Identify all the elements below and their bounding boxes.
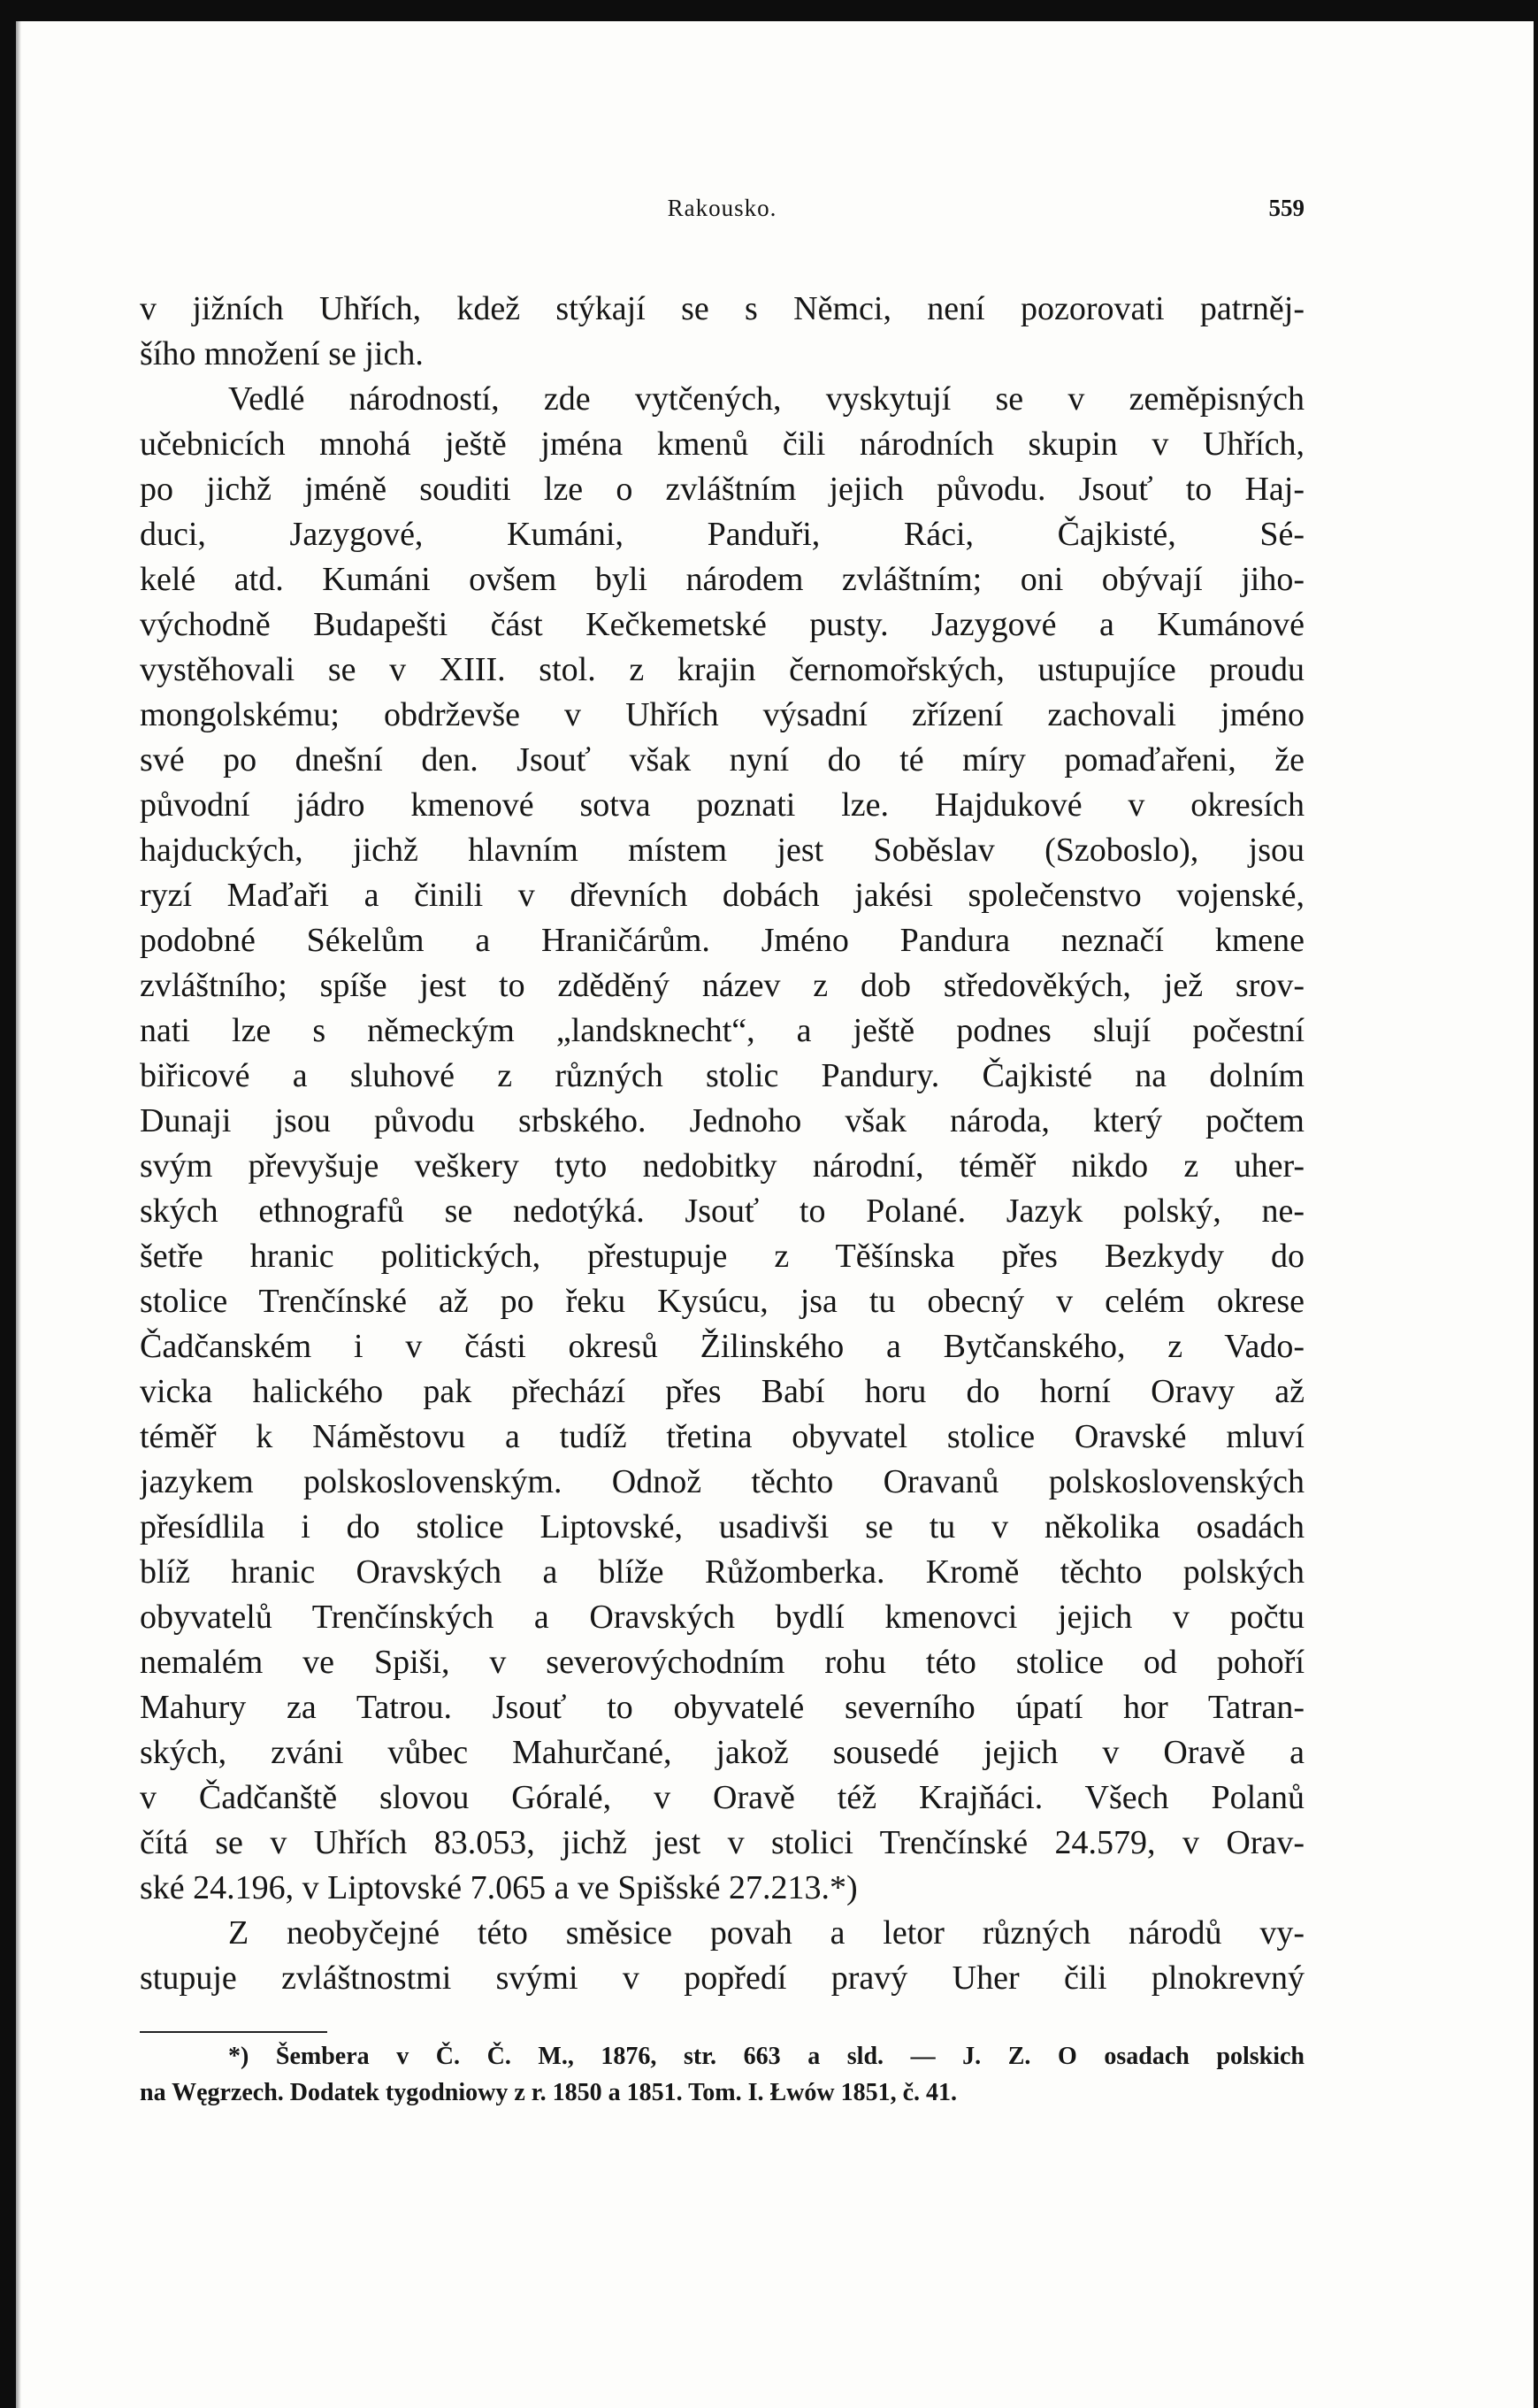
text-line: mongolskému; obdrževše v Uhřích výsadní zřízení zachovali jméno — [140, 696, 1305, 733]
text-line: v jižních Uhřích, kdež stýkají se s Němci, není pozorovati patrněj- — [140, 290, 1305, 327]
text-line: duci, Jazygové, Kumáni, Panduři, Ráci, Čajkisté, Sé- — [140, 516, 1305, 553]
text-line: kelé atd. Kumáni ovšem byli národem zvláštním; oni obývají jiho- — [140, 561, 1305, 598]
text-line: v Čadčanště slovou Góralé, v Oravě též Krajňáci. Všech Polanů — [140, 1779, 1305, 1816]
text-line: čítá se v Uhřích 83.053, jichž jest v stolici Trenčínské 24.579, v Orav- — [140, 1824, 1305, 1861]
text-line: Z neobyčejné této směsice povah a letor různých národů vy- — [228, 1914, 1305, 1952]
text-line: přesídlila i do stolice Liptovské, usadivši se tu v několika osadách — [140, 1508, 1305, 1545]
footnote-line: na Węgrzech. Dodatek tygodniowy z r. 1850 a 1851. Tom. I. Łwów 1851, č. 41. — [140, 2079, 958, 2106]
footnote-divider — [140, 2031, 327, 2033]
text-line: ryzí Maďaři a činili v dřevních dobách jakési společenstvo vojenské, — [140, 877, 1305, 914]
text-line: hajduckých, jichž hlavním místem jest Soběslav (Szoboslo), jsou — [140, 832, 1305, 869]
text-line: své po dnešní den. Jsouť však nyní do té míry pomaďařeni, že — [140, 741, 1305, 778]
text-line: obyvatelů Trenčínských a Oravských bydlí kmenovci jejich v počtu — [140, 1599, 1305, 1636]
text-line: Mahury za Tatrou. Jsouť to obyvatelé severního úpatí hor Tatran- — [140, 1689, 1305, 1726]
text-line: vystěhovali se v XIII. stol. z krajin černomořských, ustupujíce proudu — [140, 651, 1305, 688]
text-line: východně Budapešti část Kečkemetské pusty. Jazygové a Kumánové — [140, 606, 1305, 643]
text-line: Čadčanském i v části okresů Žilinského a Bytčanského, z Vado- — [140, 1328, 1305, 1365]
running-title: Rakousko. — [667, 195, 777, 221]
footnote-line: *) Šembera v Č. Č. M., 1876, str. 663 a sld. — J. Z. O osadach polskich — [228, 2043, 1305, 2070]
book-page — [16, 21, 1534, 2408]
text-line: ské 24.196, v Liptovské 7.065 a ve Spišské 27.213.*) — [140, 1869, 858, 1906]
text-line: ských ethnografů se nedotýká. Jsouť to Polané. Jazyk polský, ne- — [140, 1192, 1305, 1230]
text-line: biřicové a sluhové z různých stolic Pandury. Čajkisté na dolním — [140, 1057, 1305, 1094]
text-line: zvláštního; spíše jest to zděděný název z dob středověkých, jež srov- — [140, 967, 1305, 1004]
text-line: původní jádro kmenové sotva poznati lze. Hajdukové v okresích — [140, 786, 1305, 824]
text-line: téměř k Náměstovu a tudíž třetina obyvatel stolice Oravské mluví — [140, 1418, 1305, 1455]
text-line: šetře hranic politických, přestupuje z Těšínska přes Bezkydy do — [140, 1238, 1305, 1275]
text-line: stupuje zvláštnostmi svými v popředí pravý Uher čili plnokrevný — [140, 1959, 1305, 1997]
text-line: vicka halického pak přechází přes Babí horu do horní Oravy až — [140, 1373, 1305, 1410]
text-line: nati lze s německým „landsknecht“, a ještě podnes slují počestní — [140, 1012, 1305, 1049]
text-line: po jichž jméně souditi lze o zvláštním jejich původu. Jsouť to Haj- — [140, 471, 1305, 508]
footnotes — [140, 2038, 1305, 2111]
text-line: nemalém ve Spiši, v severovýchodním rohu této stolice od pohoří — [140, 1644, 1305, 1681]
text-line: učebnicích mnohá ještě jména kmenů čili národních skupin v Uhřích, — [140, 426, 1305, 463]
text-line: ských, zváni vůbec Mahurčané, jakož sousedé jejich v Oravě a — [140, 1734, 1305, 1771]
page-header — [140, 195, 1305, 230]
text-line: Vedlé národností, zde vytčených, vyskytují se v zeměpisných — [228, 380, 1305, 418]
text-line: stolice Trenčínské až po řeku Kysúcu, jsa tu obecný v celém okrese — [140, 1283, 1305, 1320]
page-number: 559 — [1268, 195, 1305, 221]
body-text — [140, 287, 1305, 2001]
text-line: podobné Sékelům a Hraničárům. Jméno Pandura neznačí kmene — [140, 922, 1305, 959]
page-edge-shadow — [16, 21, 21, 2408]
text-line: šího množení se jich. — [140, 335, 424, 372]
text-line: jazykem polskoslovenským. Odnož těchto Oravanů polskoslovenských — [140, 1463, 1305, 1500]
text-line: Dunaji jsou původu srbského. Jednoho však národa, který počtem — [140, 1102, 1305, 1139]
text-line: blíž hranic Oravských a blíže Růžomberka. Kromě těchto polských — [140, 1553, 1305, 1591]
text-line: svým převyšuje veškery tyto nedobitky národní, téměř nikdo z uher- — [140, 1147, 1305, 1185]
